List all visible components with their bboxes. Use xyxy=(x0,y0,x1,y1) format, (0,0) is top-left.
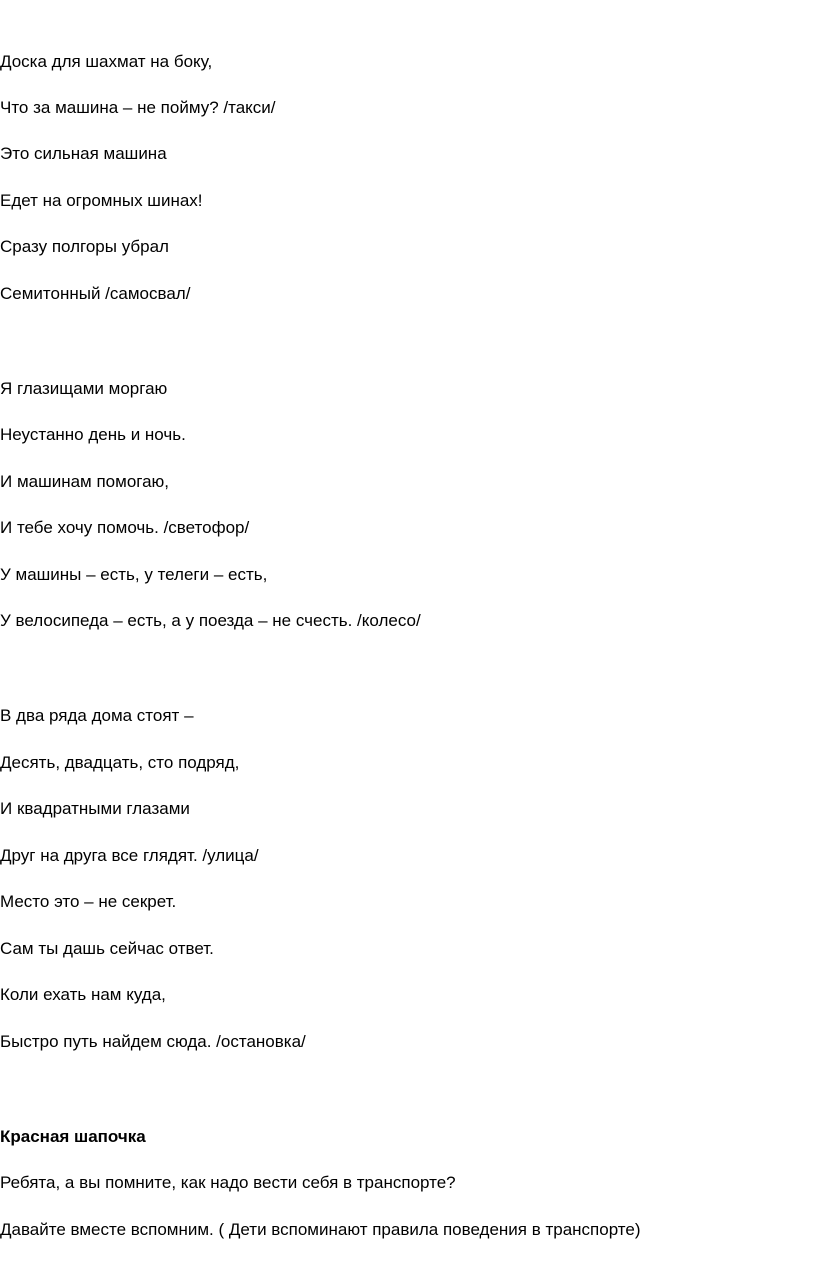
riddle-3-line-5: Место это – не секрет. xyxy=(0,892,177,911)
speaker-name: Красная шапочка xyxy=(0,1127,146,1146)
riddle-1-line-5: Сразу полгоры убрал xyxy=(0,237,169,256)
scene-line-1: Ребята, а вы помните, как надо вести себя в транспорте? xyxy=(0,1173,456,1192)
riddle-1-line-4: Едет на огромных шинах! xyxy=(0,191,203,210)
riddle-3-line-6: Сам ты дашь сейчас ответ. xyxy=(0,939,214,958)
riddle-1-line-3: Это сильная машина xyxy=(0,144,167,163)
riddle-1-line-2: Что за машина – не пойму? /такси/ xyxy=(0,98,276,117)
riddle-2-line-3: И машинам помогаю, xyxy=(0,472,170,491)
riddle-1-line-6: Семитонный /самосвал/ xyxy=(0,284,191,303)
riddle-2-line-2: Неустанно день и ночь. xyxy=(0,425,186,444)
riddle-3-line-3: И квадратными глазами xyxy=(0,799,190,818)
riddle-2-line-6: У велосипеда – есть, а у поезда – не счесть. /колесо/ xyxy=(0,611,421,630)
riddle-3-line-4: Друг на друга все глядят. /улица/ xyxy=(0,846,259,865)
riddle-1-line-1: Доска для шахмат на боку, xyxy=(0,52,213,71)
riddle-2-line-1: Я глазищами моргаю xyxy=(0,379,168,398)
riddle-3-line-8: Быстро путь найдем сюда. /остановка/ xyxy=(0,1032,306,1051)
riddle-3-line-7: Коли ехать нам куда, xyxy=(0,985,166,1004)
riddle-2-line-4: И тебе хочу помочь. /светофор/ xyxy=(0,518,250,537)
riddle-3-line-2: Десять, двадцать, сто подряд, xyxy=(0,753,240,772)
riddle-2-line-5: У машины – есть, у телеги – есть, xyxy=(0,565,268,584)
scene-line-2: Давайте вместе вспомним. ( Дети вспоминают правила поведения в транспорте) xyxy=(0,1220,641,1239)
riddle-3-line-1: В два ряда дома стоят – xyxy=(0,706,194,725)
